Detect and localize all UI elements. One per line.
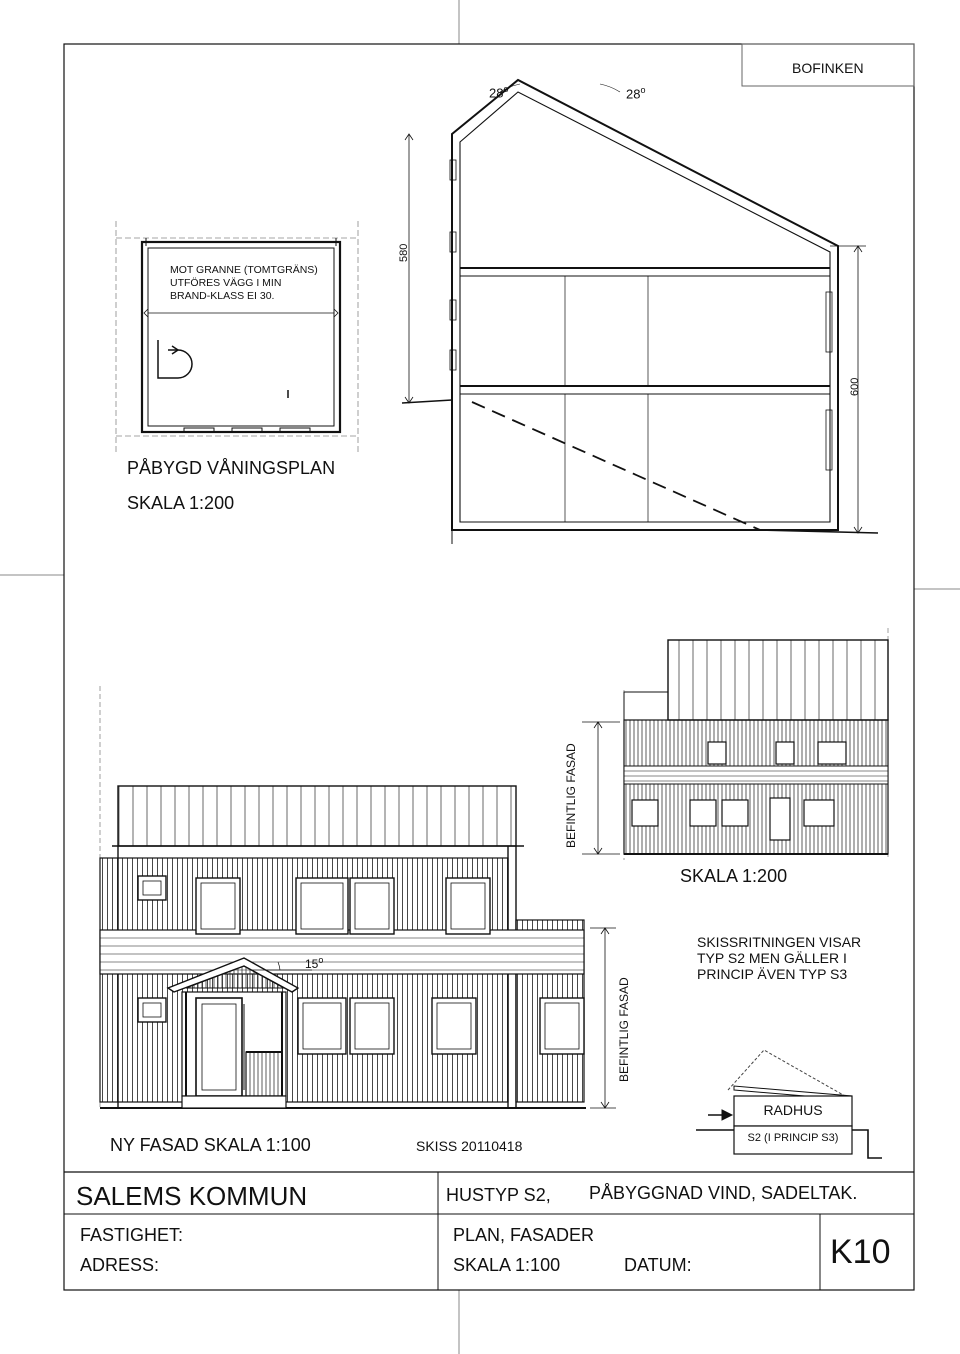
house-type: HUSTYP S2, — [446, 1185, 551, 1205]
title-block-scale: SKALA 1:100 — [453, 1255, 561, 1275]
property-label: FASTIGHET: — [80, 1225, 184, 1245]
new-facade-title: NY FASAD SKALA 1:100 — [110, 1135, 311, 1155]
company-name: BOFINKEN — [792, 60, 864, 76]
roof-angle-left — [489, 85, 508, 101]
porch-angle — [305, 956, 323, 971]
address-label: ADRESS: — [80, 1255, 160, 1275]
degree-mark-porch: o — [318, 955, 324, 965]
plan-note-line-3: BRAND-KLASS EI 30. — [170, 290, 275, 302]
dimension-580: 580 — [398, 243, 410, 262]
drawing-type: PLAN, FASADER — [453, 1225, 595, 1245]
project-title: PÅBYGGNAD VIND, SADELTAK. — [589, 1183, 858, 1203]
existing-facade-label-lower: BEFINTLIG FASAD — [617, 977, 631, 1082]
roof-angle-right-value: 28 — [626, 86, 641, 102]
sketch-date: SKISS 20110418 — [416, 1138, 523, 1154]
key-plan-label: RADHUS — [763, 1102, 823, 1118]
plan-title: PÅBYGD VÅNINGSPLAN — [127, 458, 336, 478]
date-label: DATUM: — [624, 1255, 692, 1275]
degree-mark-right: o — [640, 85, 646, 95]
degree-mark-left: o — [503, 84, 509, 94]
note-line-3: PRINCIP ÄVEN TYP S3 — [697, 966, 848, 982]
key-plan-sublabel: S2 (I PRINCIP S3) — [747, 1132, 839, 1144]
dimension-600: 600 — [849, 377, 861, 396]
client-name: SALEMS KOMMUN — [76, 1181, 308, 1211]
new-facade — [100, 686, 616, 1108]
note-line-1: SKISSRITNINGEN VISAR — [697, 934, 862, 950]
building-section — [402, 80, 878, 544]
roof-angle-left-value: 28 — [489, 85, 504, 101]
existing-facade-label-upper: BEFINTLIG FASAD — [564, 743, 578, 848]
existing-facade — [582, 628, 888, 860]
roof-angle-right — [626, 86, 645, 102]
note-line-2: TYP S2 MEN GÄLLER I — [697, 950, 847, 966]
floor-plan — [116, 221, 358, 455]
existing-facade-scale: SKALA 1:200 — [680, 866, 788, 886]
plan-scale: SKALA 1:200 — [127, 493, 235, 513]
sheet-number: K10 — [830, 1233, 891, 1271]
plan-note-line-1: MOT GRANNE (TOMTGRÄNS) — [170, 264, 318, 276]
plan-note-line-2: UTFÖRES VÄGG I MIN — [170, 277, 282, 289]
porch-angle-value: 15 — [305, 957, 319, 971]
